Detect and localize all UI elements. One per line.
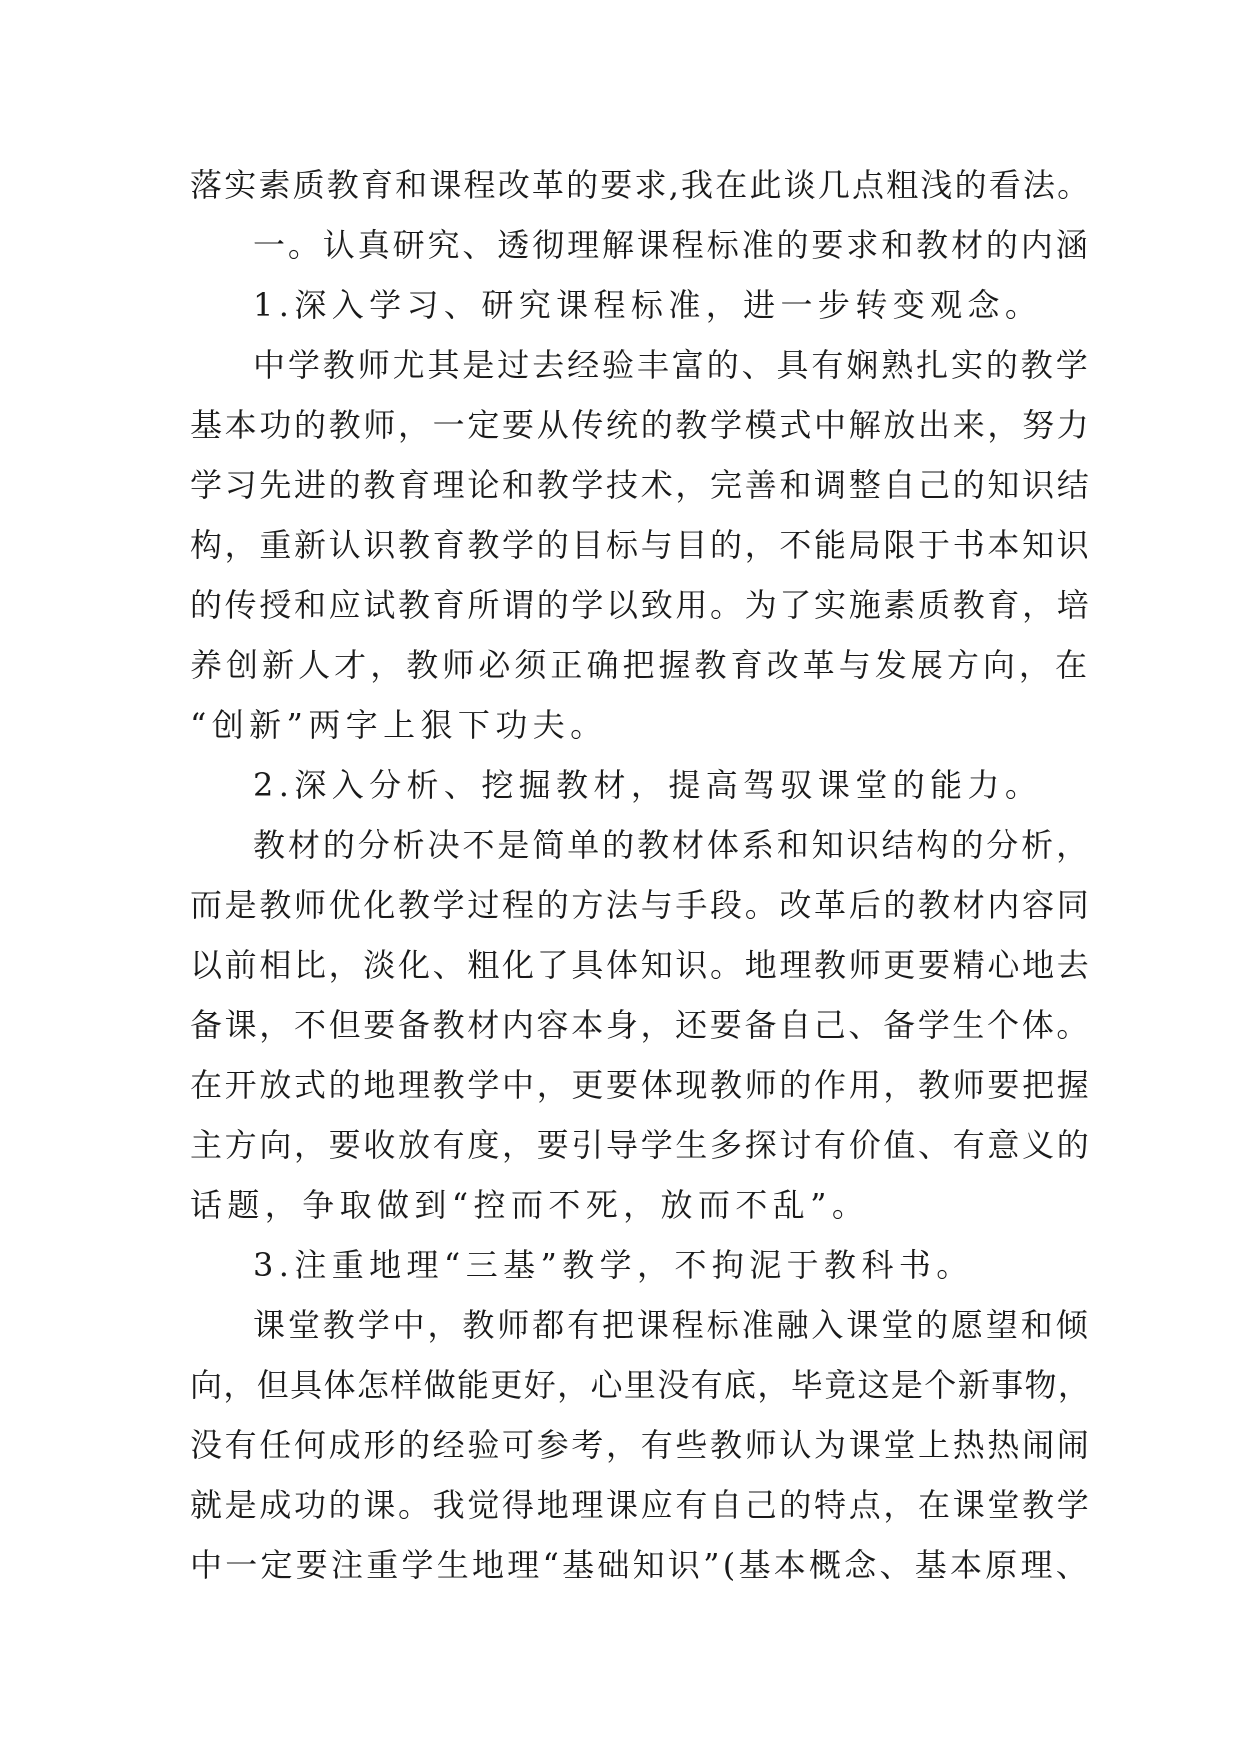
text-line: 话题，争取做到“控而不死，放而不乱”。 — [190, 1186, 870, 1224]
text-line: 的传授和应试教育所谓的学以致用。为了实施素质教育，培 — [190, 586, 1092, 624]
text-line: 而是教师优化教学过程的方法与手段。改革后的教材内容同 — [190, 886, 1092, 924]
text-line: 没有任何成形的经验可参考，有些教师认为课堂上热热闹闹 — [190, 1426, 1092, 1464]
text-line: 养创新人才，教师必须正确把握教育改革与发展方向，在 — [190, 646, 1092, 684]
text-line: 以前相比，淡化、粗化了具体知识。地理教师更要精心地去 — [190, 946, 1092, 984]
text-line: 就是成功的课。我觉得地理课应有自己的特点，在课堂教学 — [190, 1486, 1092, 1524]
text-line: 学习先进的教育理论和教学技术，完善和调整自己的知识结 — [190, 466, 1092, 504]
text-line: 中学教师尤其是过去经验丰富的、具有娴熟扎实的教学 — [253, 346, 1091, 384]
text-line: 向，但具体怎样做能更好，心里没有底，毕竟这是个新事物， — [190, 1366, 1092, 1404]
text-line: 主方向，要收放有度，要引导学生多探讨有价值、有意义的 — [190, 1126, 1092, 1164]
text-line: 基本功的教师，一定要从传统的教学模式中解放出来，努力 — [190, 406, 1092, 444]
text-line: 构，重新认识教育教学的目标与目的，不能局限于书本知识 — [190, 526, 1092, 564]
text-line: 落实素质教育和课程改革的要求,我在此谈几点粗浅的看法。 — [190, 166, 1092, 204]
subsection-heading: 2.深入分析、挖掘教材，提高驾驭课堂的能力。 — [253, 766, 1043, 804]
text-line: 教材的分析决不是简单的教材体系和知识结构的分析， — [253, 826, 1092, 864]
text-line: 课堂教学中，教师都有把课程标准融入课堂的愿望和倾 — [253, 1306, 1091, 1344]
text-line: 备课，不但要备教材内容本身，还要备自己、备学生个体。 — [190, 1006, 1092, 1044]
text-line: 中一定要注重学生地理“基础知识”(基本概念、基本原理、 — [190, 1546, 1092, 1584]
subsection-heading: 3.注重地理“三基”教学，不拘泥于教科书。 — [253, 1246, 974, 1284]
text-line: “创新”两字上狠下功夫。 — [190, 706, 608, 744]
text-line: 在开放式的地理教学中，更要体现教师的作用，教师要把握 — [190, 1066, 1092, 1104]
subsection-heading: 1.深入学习、研究课程标准，进一步转变观念。 — [253, 286, 1043, 324]
section-heading: 一。认真研究、透彻理解课程标准的要求和教材的内涵 — [253, 226, 1091, 264]
